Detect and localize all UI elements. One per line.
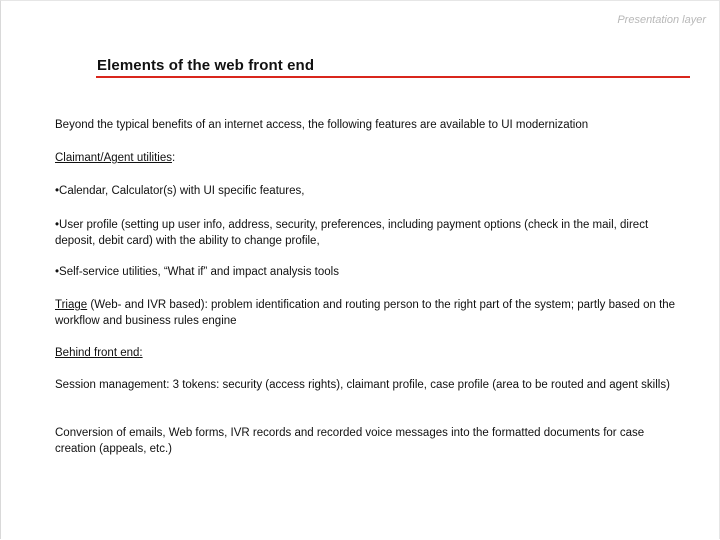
layer-label: Presentation layer <box>617 14 706 26</box>
slide-title: Elements of the web front end <box>97 57 315 74</box>
triage-term: Triage <box>55 299 88 311</box>
triage-description: (Web- and IVR based): problem identification and routing person to the right part of the system; partly based on the workflow and business rules engine <box>55 299 676 327</box>
bullet-calendar: •Calendar, Calculator(s) with UI specific features, <box>55 185 305 197</box>
claimant-heading-text: Claimant/Agent utilities <box>55 152 172 164</box>
behind-front-end-heading <box>55 345 685 361</box>
claimant-heading <box>55 150 685 166</box>
claimant-heading-colon: : <box>171 152 176 164</box>
conversion-paragraph: Conversion of emails, Web forms, IVR records and recorded voice messages into the formatted documents for case creation (appeals, etc.) <box>55 427 645 455</box>
behind-front-end-heading-text: Behind front end: <box>55 347 143 359</box>
intro-paragraph: Beyond the typical benefits of an internet access, the following features are available to UI modernization <box>55 119 589 131</box>
bullet-user-profile: •User profile (setting up user info, address, security, preferences, including payment options (check in the mail, direct deposit, debit card) with the ability to change profile, <box>55 219 649 247</box>
bullet-self-service: •Self-service utilities, “What if” and impact analysis tools <box>55 266 339 278</box>
title-underline-rule <box>96 76 690 78</box>
session-management-paragraph: Session management: 3 tokens: security (access rights), claimant profile, case profile (area to be routed and agent skills) <box>55 379 670 391</box>
triage-paragraph <box>55 297 685 329</box>
